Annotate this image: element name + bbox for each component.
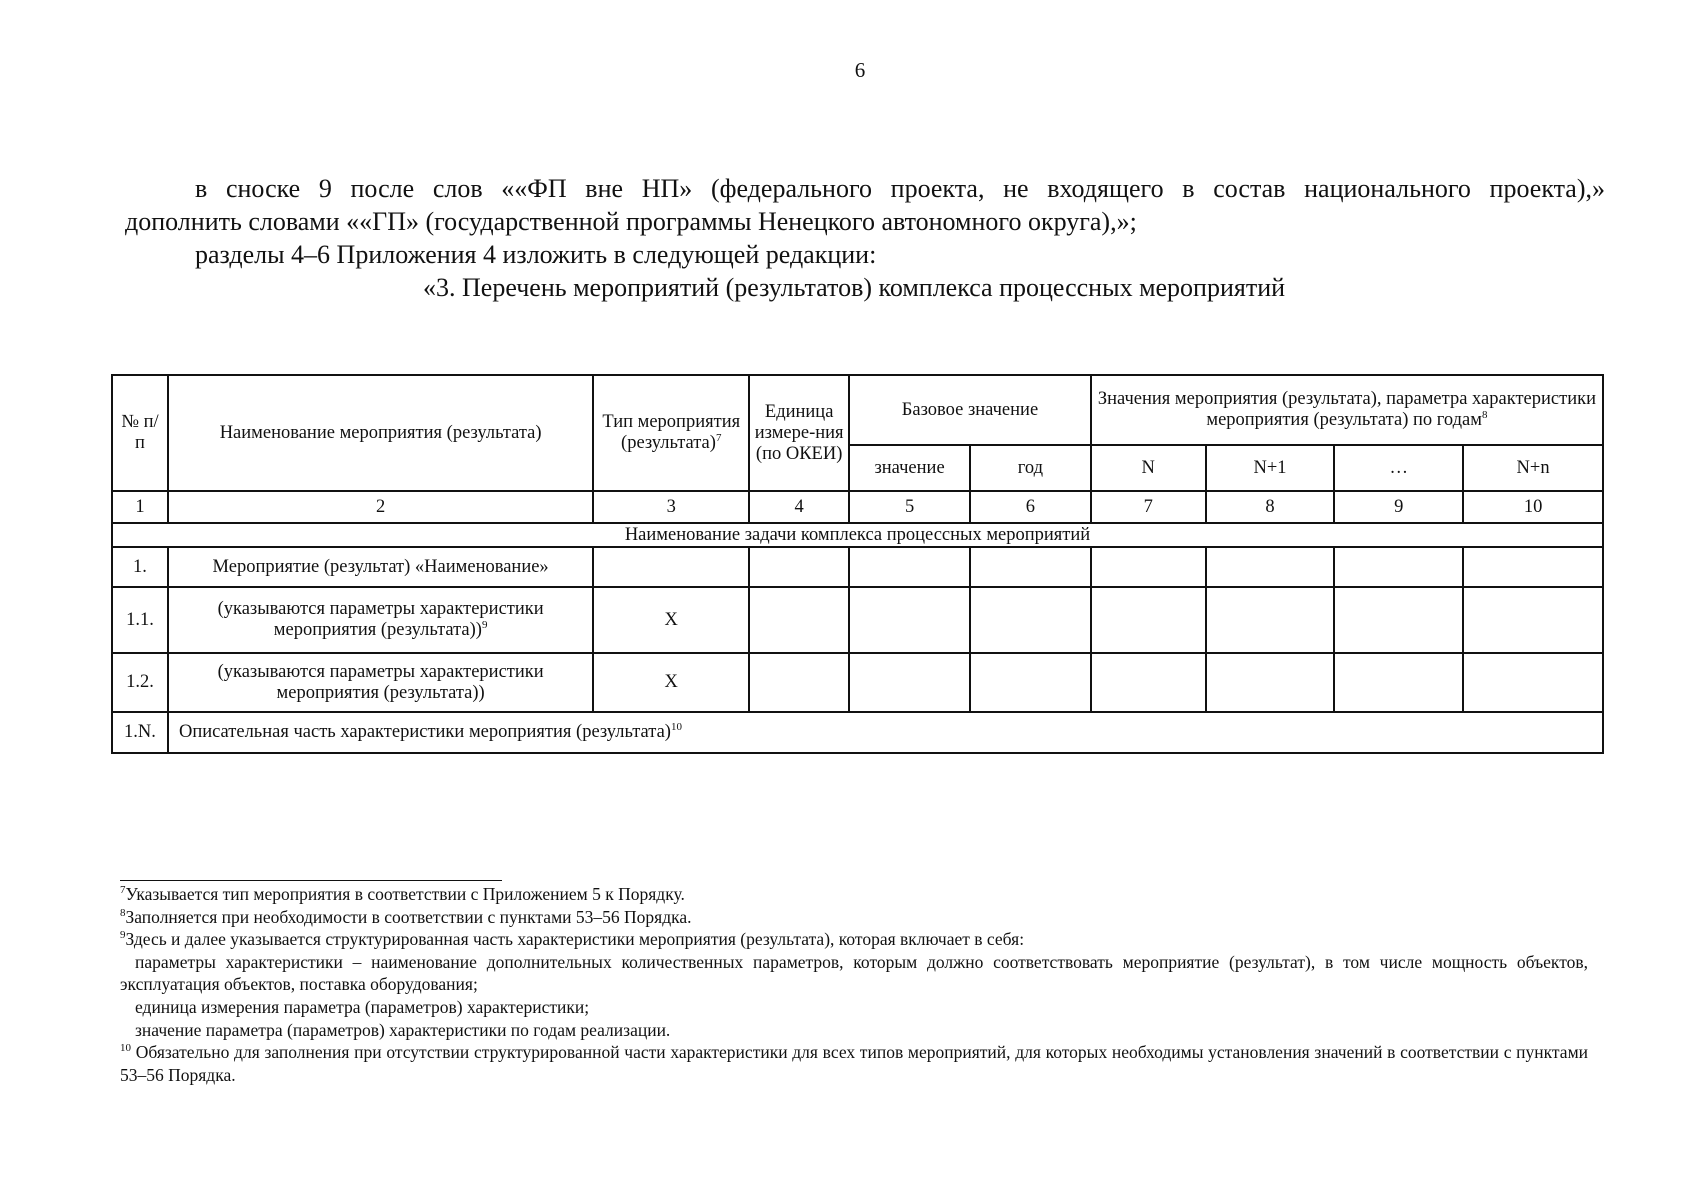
header-type-text: Тип мероприятия (результата): [602, 412, 741, 453]
column-number: 8: [1206, 491, 1335, 523]
row-cell: [1206, 653, 1335, 712]
row-num: 1.2.: [112, 653, 168, 712]
column-number: 6: [970, 491, 1091, 523]
section-title-row: Наименование задачи комплекса процессных мероприятий: [112, 523, 1603, 547]
row-cell: [970, 547, 1091, 587]
row-cell: [849, 653, 970, 712]
column-number: 1: [112, 491, 168, 523]
footnote-mark: 9: [120, 929, 126, 942]
row-name-footnote-mark: 9: [481, 618, 488, 631]
row-cell: [1206, 547, 1335, 587]
row-type: [593, 547, 749, 587]
row-cell: [1334, 653, 1463, 712]
row-cell: [1206, 587, 1335, 653]
table-row: [112, 587, 1603, 653]
row-cell: [749, 653, 849, 712]
header-base-value: значение: [849, 445, 970, 491]
paragraph-footnote-change-line1: в сноске 9 после слов ««ФП вне НП» (федерального проекта, не входящего в состав национального проекта),»: [195, 174, 1605, 203]
header-year-nn: N+n: [1463, 445, 1603, 491]
column-number: 3: [593, 491, 749, 523]
row-name: Мероприятие (результат) «Наименование»: [168, 547, 593, 587]
row-name: (указываются параметры характеристики мероприятия (результата)): [168, 653, 593, 712]
header-num: № п/п: [112, 375, 168, 491]
page-number: 6: [854, 58, 866, 82]
column-number: 9: [1334, 491, 1463, 523]
footnote-text: Обязательно для заполнения при отсутствии структурированной части характеристики для всех типов мероприятий, для которых необходимы установления значений в соответствии с пунктами 53–56 Порядка.: [120, 1042, 1589, 1085]
footnote-10: [120, 1041, 1588, 1086]
column-number: 4: [749, 491, 849, 523]
row-cell: [1463, 587, 1603, 653]
footnote-mark: 10: [120, 1042, 131, 1055]
header-values-footnote-mark: 8: [1481, 408, 1488, 421]
paragraph-footnote-change-line2: дополнить словами ««ГП» (государственной программы Ненецкого автономного округа),»;: [125, 207, 1137, 236]
row-num: 1.N.: [112, 712, 168, 753]
column-number: 5: [849, 491, 970, 523]
section-heading: «3. Перечень мероприятий (результатов) комплекса процессных мероприятий: [423, 273, 1286, 302]
row-cell: [849, 547, 970, 587]
column-number: 10: [1463, 491, 1603, 523]
footnote-mark: 7: [120, 884, 126, 897]
footnote-8: [120, 906, 1588, 929]
row-cell: [1463, 547, 1603, 587]
column-numbers-row: [112, 491, 1603, 523]
descriptive-row: [112, 712, 1603, 753]
header-type: [593, 375, 749, 491]
header-unit: Единица измере-ния (по ОКЕИ): [749, 375, 849, 491]
measures-table: [111, 374, 1604, 754]
footnotes: [120, 880, 1588, 1086]
footnote-divider: [120, 880, 502, 881]
table-row: [112, 547, 1603, 587]
row-type: Х: [593, 587, 749, 653]
descriptive-text-content: Описательная часть характеристики мероприятия (результата): [178, 722, 671, 742]
row-cell: [1463, 653, 1603, 712]
body-text: [125, 172, 1605, 304]
row-cell: [970, 653, 1091, 712]
header-values-text: Значения мероприятия (результата), параметра характеристики мероприятия (результата) по годам: [1097, 389, 1596, 430]
row-cell: [1091, 587, 1206, 653]
footnote-9-unit: единица измерения параметра (параметров) характеристики;: [135, 996, 590, 1017]
footnote-text: Указывается тип мероприятия в соответствии с Приложением 5 к Порядку.: [125, 884, 685, 904]
descriptive-text: [168, 712, 1603, 753]
row-num: 1.: [112, 547, 168, 587]
descriptive-footnote-mark: 10: [670, 720, 682, 733]
header-year-n: N: [1091, 445, 1206, 491]
footnote-9: [120, 928, 1588, 951]
header-name: Наименование мероприятия (результата): [168, 375, 593, 491]
header-values: [1091, 375, 1603, 445]
row-cell: [970, 587, 1091, 653]
footnote-text: Заполняется при необходимости в соответствии с пунктами 53–56 Порядка.: [125, 906, 692, 927]
footnote-9-value: значение параметра (параметров) характеристики по годам реализации.: [135, 1019, 671, 1040]
footnote-9-params: параметры характеристики – наименование дополнительных количественных параметров, которым должно соответствовать мероприятие (результат), в том числе мощность объектов, эксплуатация объектов, поставка оборудования;: [120, 951, 1588, 995]
footnote-7: [120, 883, 1588, 906]
row-num: 1.1.: [112, 587, 168, 653]
row-cell: [1334, 587, 1463, 653]
paragraph-sections-change: разделы 4–6 Приложения 4 изложить в следующей редакции:: [195, 240, 877, 269]
row-name-text: (указываются параметры характеристики мероприятия (результата)): [217, 599, 544, 640]
header-type-footnote-mark: 7: [715, 431, 722, 444]
row-name: [168, 587, 593, 653]
row-cell: [1091, 653, 1206, 712]
column-number: 7: [1091, 491, 1206, 523]
header-year-n1: N+1: [1206, 445, 1335, 491]
row-cell: [1091, 547, 1206, 587]
header-base: Базовое значение: [849, 375, 1091, 445]
column-number: 2: [168, 491, 593, 523]
row-cell: [1334, 547, 1463, 587]
row-type: Х: [593, 653, 749, 712]
row-cell: [849, 587, 970, 653]
header-year-ellipsis: …: [1334, 445, 1463, 491]
row-cell: [749, 587, 849, 653]
footnote-text: Здесь и далее указывается структурированная часть характеристики мероприятия (результата), которая включает в себя:: [125, 929, 1025, 950]
footnote-mark: 8: [120, 906, 126, 919]
header-base-year: год: [970, 445, 1091, 491]
row-cell: [749, 547, 849, 587]
table-row: [112, 653, 1603, 712]
